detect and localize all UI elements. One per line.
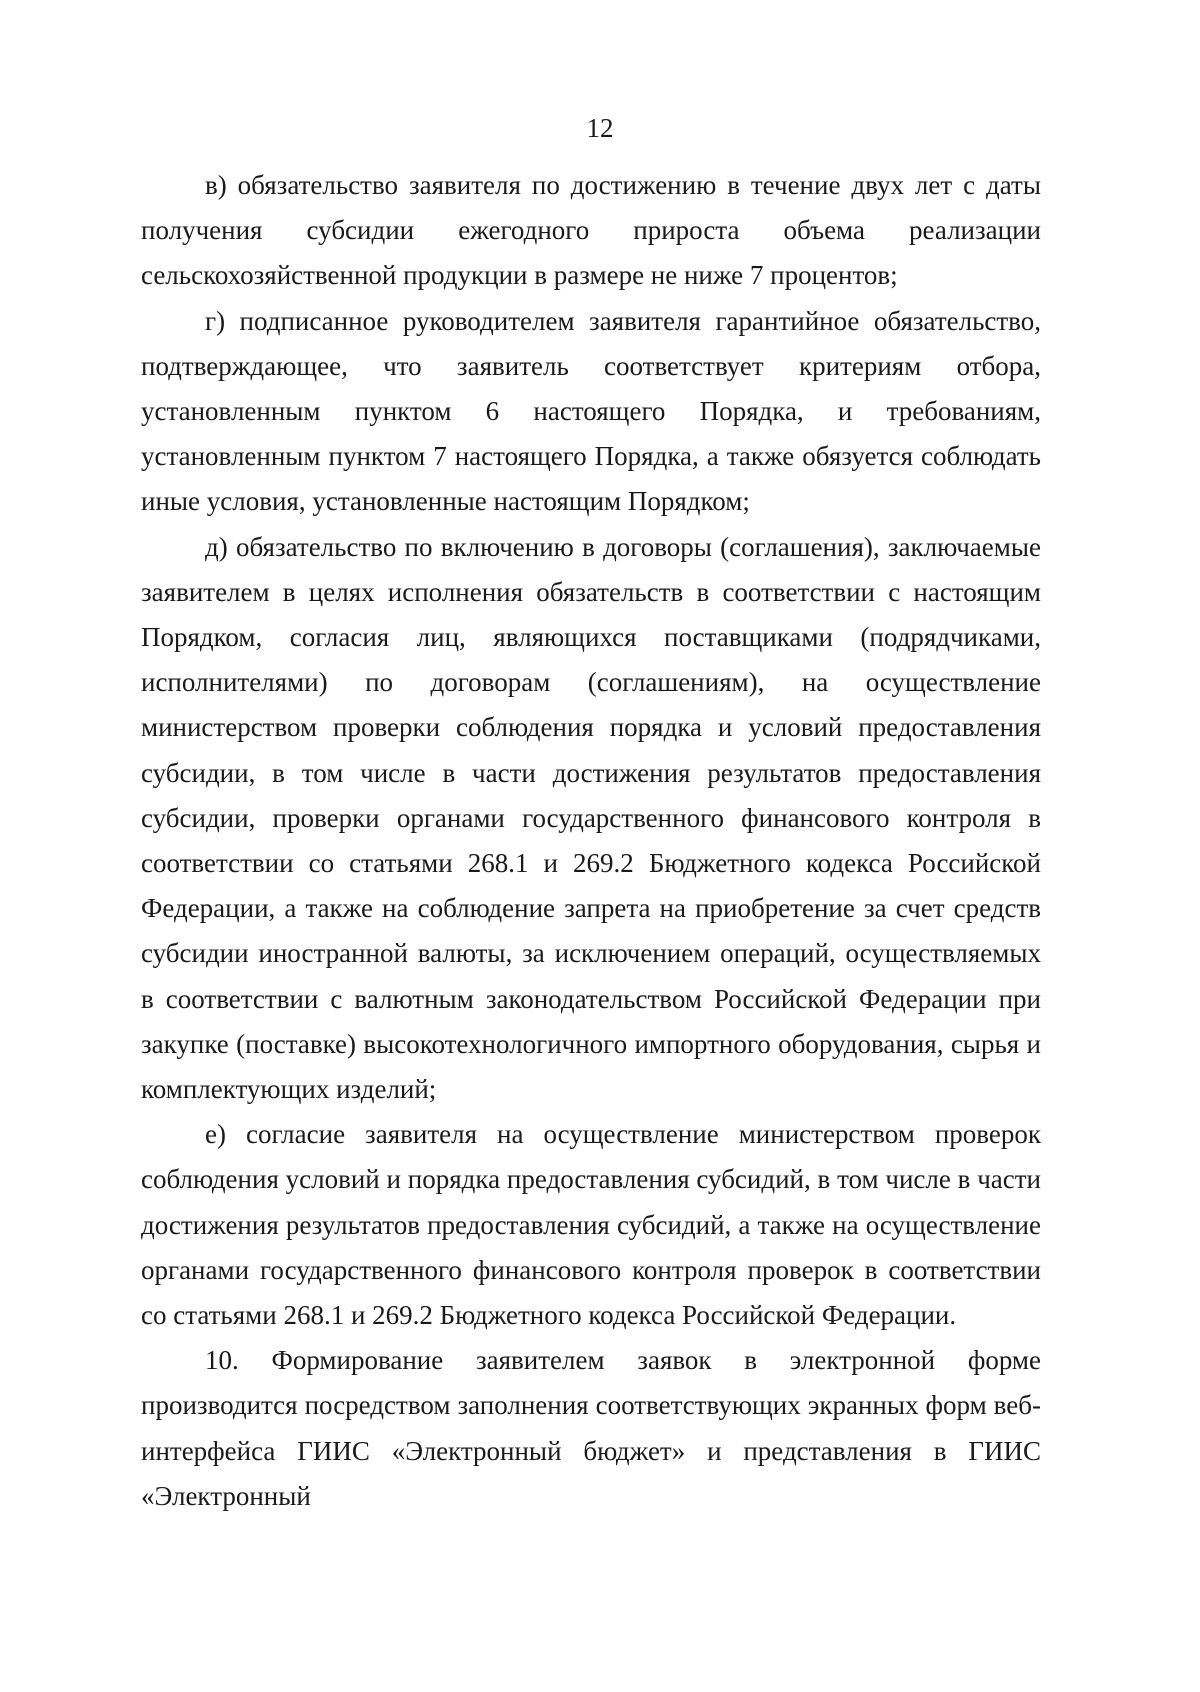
paragraph-g: г) подписанное руководителем заявителя гарантийное обязательство, подтверждающее, что заявитель соответствует критериям отбора, установленным пунктом 6 настоящего Порядка, и требованиям, установленным пунктом 7 настоящего Порядка, а также обязуется соблюдать иные условия, установленные настоящим Порядком;	[141, 305, 1041, 517]
paragraph-e: е) согласие заявителя на осуществление министерством проверок соблюдения условий и порядка предоставления субсидий, в том числе в части достижения результатов предоставления субсидий, а также на осуществление органами государственного финансового контроля проверок в соответствии со статьями 268.1 и 269.2 Бюджетного кодекса Российской Федерации.	[141, 1119, 1041, 1331]
paragraph-d: д) обязательство по включению в договоры (соглашения), заключаемые заявителем в целях исполнения обязательств в соответствии с настоящим Порядком, согласия лиц, являющихся поставщиками (подрядчиками, исполнителями) по договорам (соглашениям), на осуществление министерством проверки соблюдения порядка и условий предоставления субсидии, в том числе в части достижения результатов предоставления субсидии, проверки органами государственного финансового контроля в соответствии со статьями 268.1 и 269.2 Бюджетного кодекса Российской Федерации, а также на соблюдение запрета на приобретение за счет средств субсидии иностранной валюты, за исключением операций, осуществляемых в соответствии с валютным законодательством Российской Федерации при закупке (поставке) высокотехнологичного импортного оборудования, сырья и комплектующих изделий;	[141, 531, 1041, 1105]
page-number: 12	[586, 113, 614, 143]
document-body	[141, 163, 1041, 1519]
paragraph-v: в) обязательство заявителя по достижению в течение двух лет с даты получения субсидии ежегодного прироста объема реализации сельскохозяйственной продукции в размере не ниже 7 процентов;	[141, 170, 1041, 291]
paragraph-10: 10. Формирование заявителем заявок в электронной форме производится посредством заполнения соответствующих экранных форм веб-интерфейса ГИИС «Электронный бюджет» и представления в ГИИС «Электронный	[141, 1345, 1041, 1511]
